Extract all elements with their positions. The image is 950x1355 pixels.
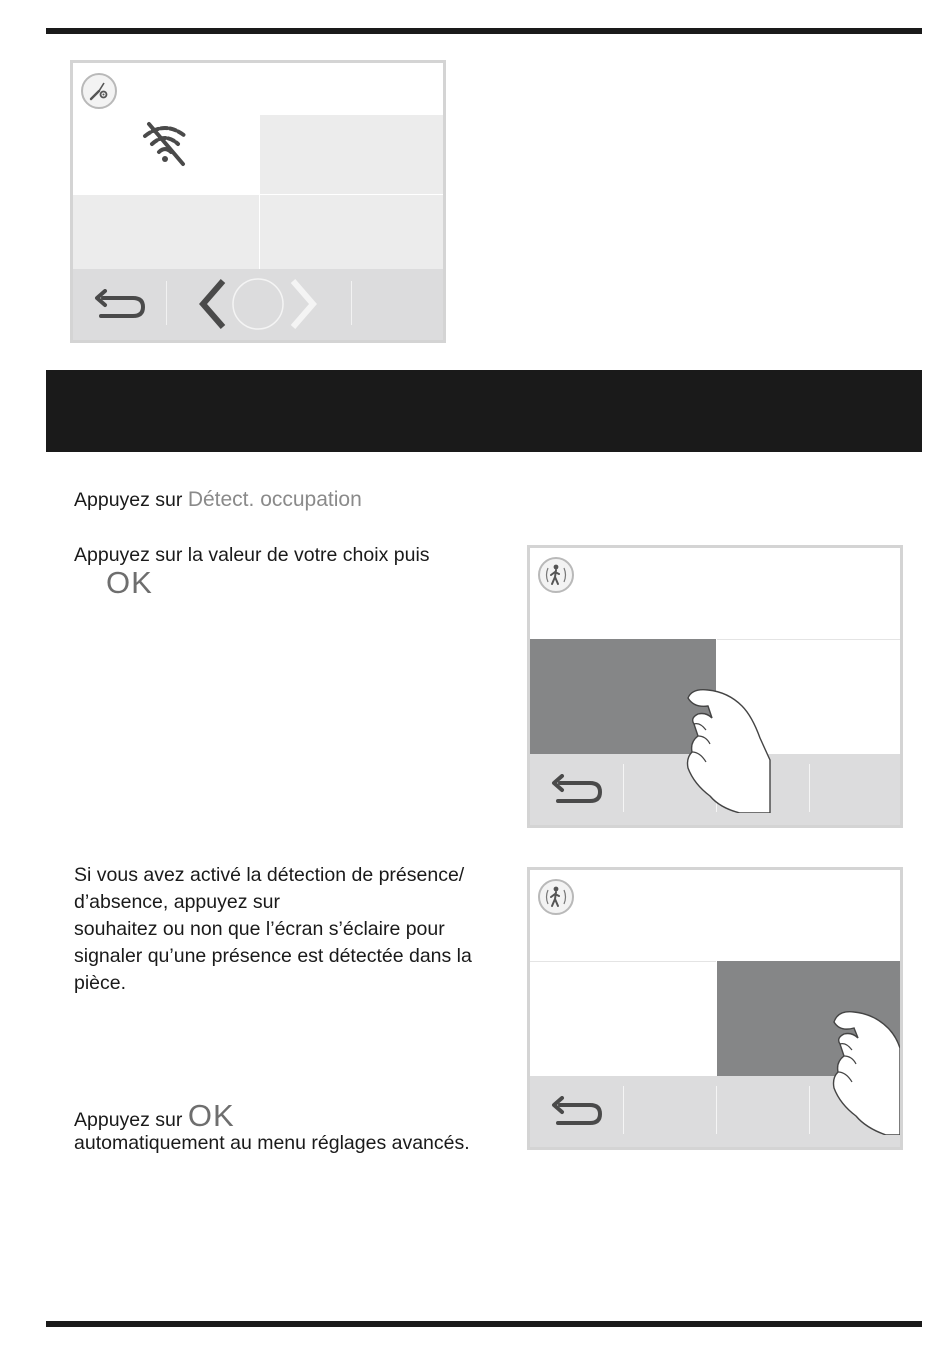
step3-text bbox=[74, 862, 472, 997]
screen-header bbox=[530, 870, 900, 960]
grid-cell[interactable] bbox=[73, 195, 259, 273]
step1-prefix: Appuyez sur bbox=[74, 489, 183, 511]
screen-header bbox=[530, 548, 900, 638]
ok-label: OK bbox=[106, 565, 153, 600]
nav-bar bbox=[73, 269, 443, 340]
step3-line: d’absence, appuyez sur bbox=[74, 891, 280, 913]
step3-line: signaler qu’une présence est détectée dans la bbox=[74, 945, 472, 967]
hand-illustration bbox=[680, 678, 780, 813]
wifi-cell[interactable] bbox=[73, 115, 259, 194]
occupancy-detection-icon bbox=[538, 557, 574, 593]
detect-occupation-label: Détect. occupation bbox=[187, 488, 362, 511]
screen-header bbox=[73, 63, 443, 115]
step3-line: Si vous avez activé la détection de présence/ bbox=[74, 864, 465, 886]
back-arrow-icon[interactable] bbox=[550, 1096, 606, 1130]
occupancy-detection-icon bbox=[538, 879, 574, 915]
scroll-control[interactable] bbox=[193, 277, 323, 333]
step3-line: souhaitez ou non que l’écran s’éclaire pour bbox=[74, 918, 445, 940]
tools-settings-icon[interactable] bbox=[81, 73, 117, 109]
step2-text: Appuyez sur la valeur de votre choix puis bbox=[74, 544, 430, 566]
section-title-band bbox=[46, 370, 922, 452]
step1-text bbox=[74, 486, 362, 514]
settings-screen bbox=[70, 60, 446, 343]
occupancy-screen-2 bbox=[527, 867, 903, 1150]
ok-label: OK bbox=[187, 1098, 235, 1133]
step4-prefix: Appuyez sur bbox=[74, 1109, 183, 1131]
top-rule bbox=[46, 28, 922, 34]
grid-cell[interactable] bbox=[260, 195, 443, 273]
step3-line: pièce. bbox=[74, 972, 127, 994]
wifi-off-icon bbox=[139, 120, 191, 168]
back-arrow-icon[interactable] bbox=[93, 289, 149, 323]
option-cell[interactable] bbox=[530, 961, 716, 1080]
step4-line2: automatiquement au menu réglages avancés. bbox=[74, 1132, 470, 1154]
hand-illustration bbox=[828, 1000, 900, 1135]
grid-cell[interactable] bbox=[260, 115, 443, 194]
occupancy-screen-1 bbox=[527, 545, 903, 828]
back-arrow-icon[interactable] bbox=[550, 774, 606, 808]
bottom-rule bbox=[46, 1321, 922, 1327]
